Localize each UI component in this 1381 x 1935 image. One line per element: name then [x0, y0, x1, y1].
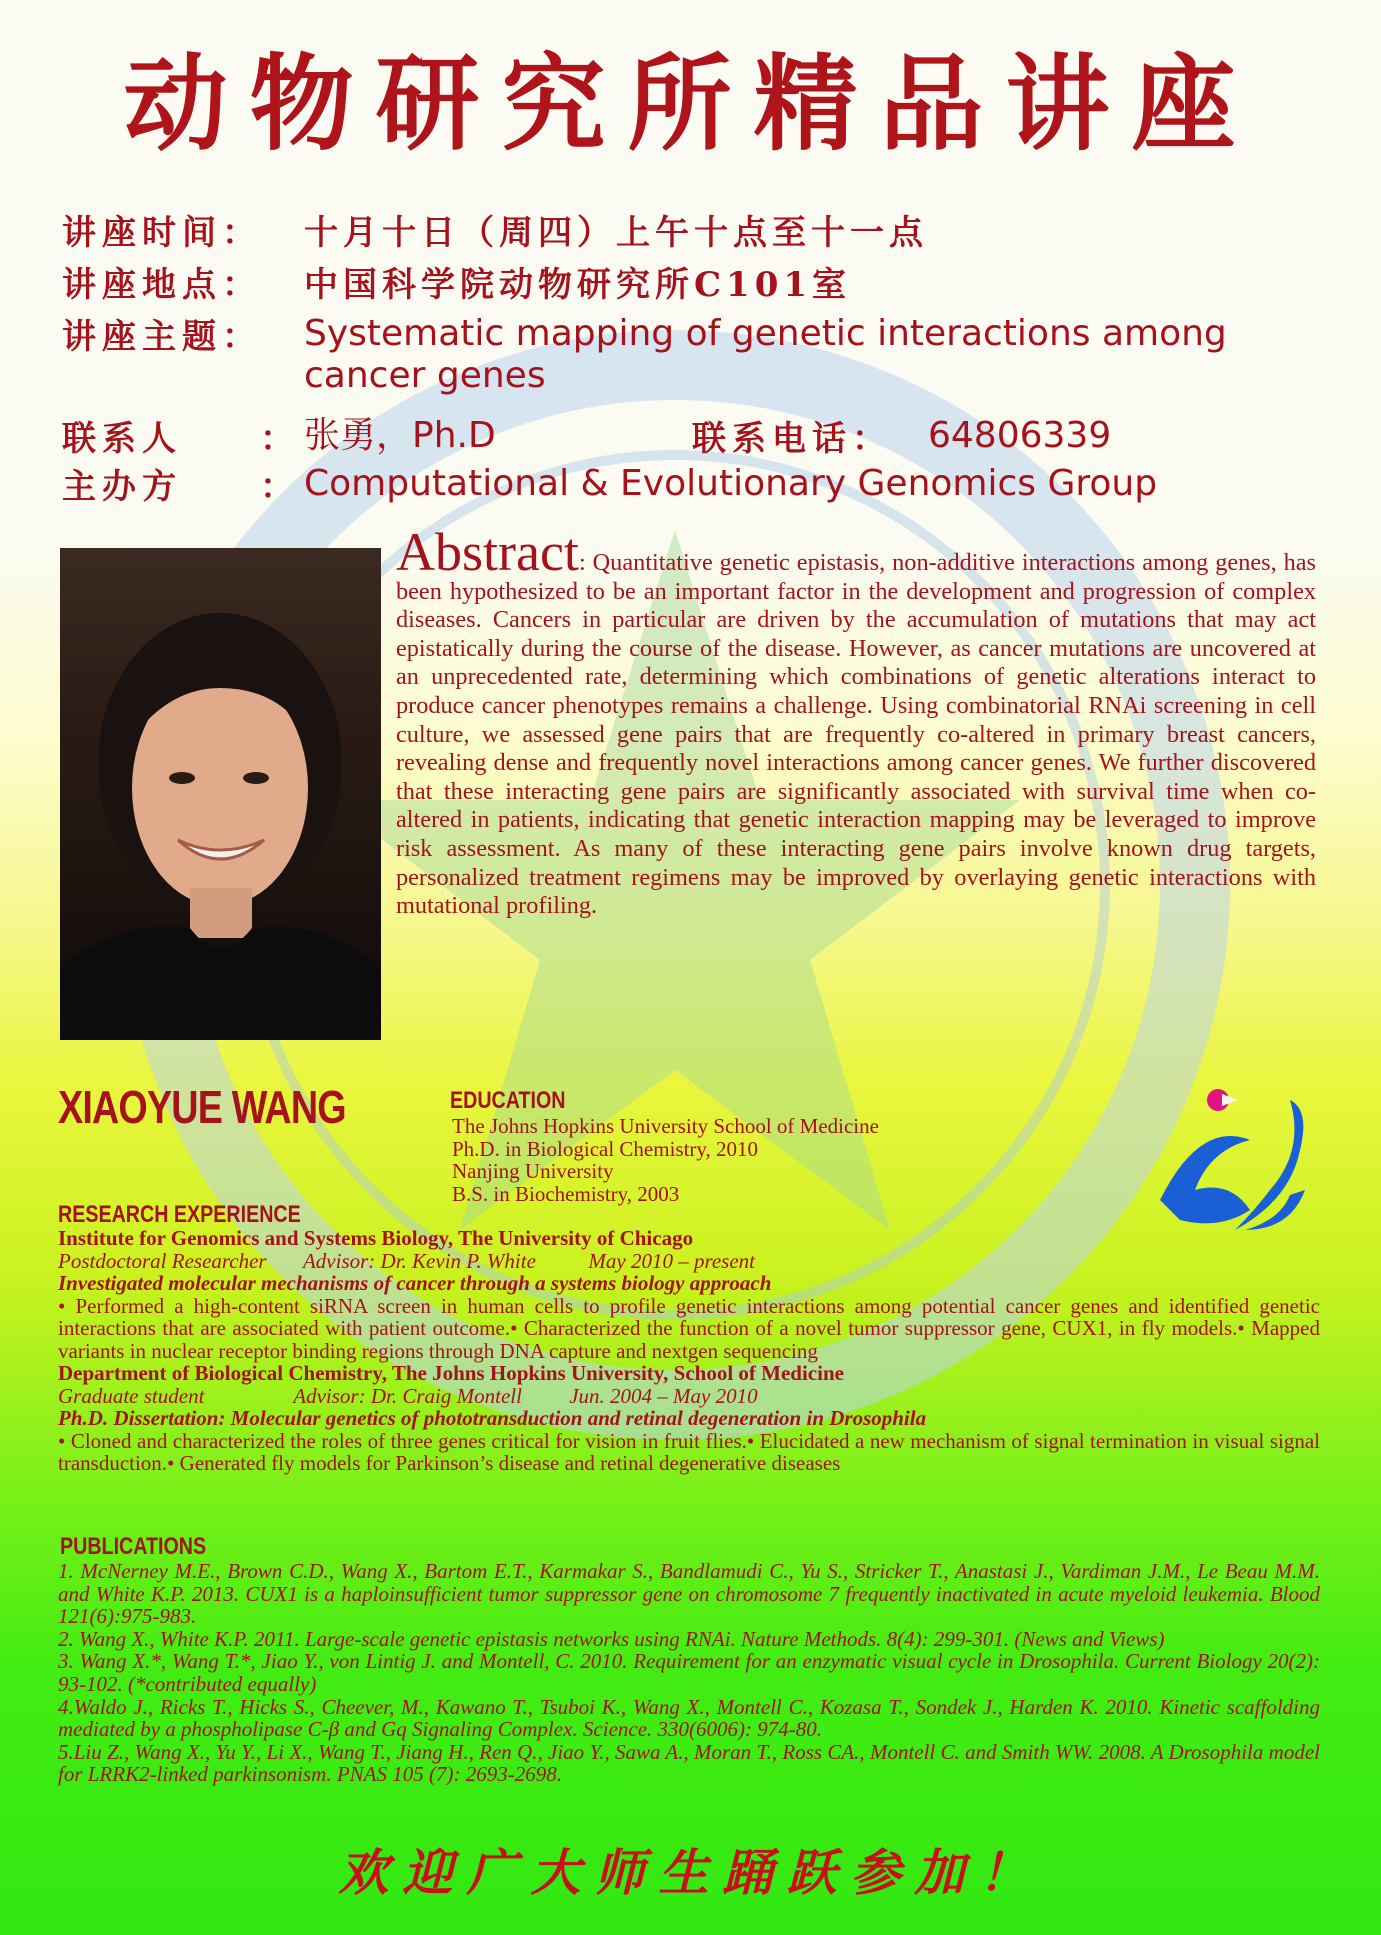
page-title: 动物研究所精品讲座: [123, 42, 1258, 165]
publications-list: [58, 1560, 1320, 1786]
research-project: Investigated molecular mechanisms of cancer through a systems biology approach: [58, 1271, 772, 1295]
research-institution: Institute for Genomics and Systems Biology, The University of Chicago: [58, 1226, 694, 1250]
host-label: 主办方: [62, 467, 182, 507]
education-item: Ph.D. in Biological Chemistry, 2010: [452, 1136, 759, 1161]
abstract-text: Quantitative genetic epistasis, non-additive interactions among genes, has been hypothesized to be an important factor in the development and progression of complex diseases. Cancers in particular are driven by the accumulation of mutations that may act epistatically during the course of the disease. However, as cancer mutations are uncovered at an unprecedented rate, determining which combinations of genetic alterations interact to produce cancer phenotypes remains a challenge. Using combinatorial RNAi screening in cell culture, we assessed gene pairs that are frequently co-altered in primary breast cancers, revealing dense and frequently novel interactions among cancer genes. We further discovered that these interacting gene pairs are significantly associated with survival time when co-altered in patients, indicating that genetic interaction mapping may be leveraged to improve risk assessment. As many of these interacting gene pairs involve known drug targets, personalized treatment regimens may be improved by overlaying genetic interactions with mutational profiling.: [396, 549, 1316, 920]
research-description: • Cloned and characterized the roles of three genes critical for vision in fruit flies.• Elucidated a new mechanism of signal termination in visual signal transduction.• Generated fly models for Parkinson’s disease and retinal degenerative diseases: [58, 1428, 1320, 1475]
publication-item: 1. McNerney M.E., Brown C.D., Wang X., Bartom E.T., Karmakar S., Bandlamudi C., Yu S., Stricker T., Anastasi J., Vardiman J.M., Le Beau M.M. and White K.P. 2013. CUX1 is a haploinsufficient tumor suppressor gene on chromosome 7 frequently inactivated in acute myeloid leukemia. Blood 121(6):975-983.: [58, 1559, 1320, 1629]
education-heading: EDUCATION: [450, 1087, 566, 1114]
topic-label: 讲座主题：: [62, 317, 262, 357]
host-value: Computational & Evolutionary Genomics Group: [304, 463, 1158, 504]
research-role: Graduate student Advisor: Dr. Craig Montell Jun. 2004 – May 2010: [58, 1383, 758, 1408]
abstract-block: [396, 522, 1316, 921]
welcome-footer: 欢迎广大师生踊跃参加！: [338, 1843, 1043, 1902]
research-project: Ph.D. Dissertation: Molecular genetics of phototransduction and retinal degeneration in Drosophila: [58, 1406, 927, 1430]
speaker-name: XIAOYUE WANG: [58, 1081, 346, 1133]
research-role: Postdoctoral Researcher Advisor: Dr. Kevin P. White May 2010 – present: [58, 1248, 755, 1273]
publication-item: 4.Waldo J., Ricks T., Hicks S., Cheever, M., Kawano T., Tsuboi K., Wang X., Montell C., Kozasa T., Sondek J., Harden K. 2010. Kinetic scaffolding mediated by a phospholipase C-β and Gq Signaling Complex. Science. 330(6006): 974-80.: [58, 1694, 1320, 1742]
place-value: 中国科学院动物研究所C101室: [304, 265, 852, 305]
research-description: • Performed a high-content siRNA screen in human cells to profile genetic interactions among potential cancer genes and identified genetic interactions that are associated with patient outcome.• Characterized the function of a novel tumor suppressor gene, CUX1, in fly models.• Mapped variants in nuclear receptor binding regions through DNA capture and nextgen sequencing: [58, 1293, 1320, 1363]
place-label: 讲座地点：: [62, 265, 262, 305]
contact-colon: ：: [260, 419, 294, 459]
research-institution: Department of Biological Chemistry, The Johns Hopkins University, School of Medicine: [58, 1361, 844, 1385]
education-item: The Johns Hopkins University School of Medicine: [452, 1114, 879, 1138]
topic-line2: cancer genes: [304, 355, 546, 396]
education-list: [452, 1115, 879, 1205]
contact-label: 联系人: [62, 419, 182, 459]
contact-value: 张勇，Ph.D: [304, 415, 496, 456]
phone-value: 64806339: [928, 415, 1112, 456]
host-colon: ：: [260, 467, 294, 507]
time-label: 讲座时间：: [62, 213, 262, 253]
abstract-separator: :: [578, 549, 593, 576]
education-item: Nanjing University: [452, 1159, 614, 1183]
time-value: 十月十日（周四）上午十点至十一点: [304, 213, 928, 253]
education-item: B.S. in Biochemistry, 2003: [452, 1181, 680, 1206]
publication-item: 5.Liu Z., Wang X., Yu Y., Li X., Wang T., Jiang H., Ren Q., Jiao Y., Sawa A., Moran T., Ross CA., Montell C. and Smith WW. 2008. A Drosophila model for LRRK2-linked parkinsonism. PNAS 105 (7): 2693-2698.: [58, 1739, 1320, 1787]
phone-label: 联系电话：: [692, 419, 892, 459]
publication-item: 2. Wang X., White K.P. 2011. Large-scale genetic epistasis networks using RNAi. Nature Methods. 8(4): 299-301. (News and Views): [58, 1626, 1165, 1651]
abstract-heading: Abstract: [396, 522, 579, 582]
publications-heading: PUBLICATIONS: [60, 1533, 207, 1560]
research-heading: RESEARCH EXPERIENCE: [58, 1201, 301, 1228]
topic-line1: Systematic mapping of genetic interactions among: [304, 313, 1227, 354]
speaker-portrait-photo: [60, 548, 381, 1040]
publication-item: 3. Wang X.*, Wang T.*, Jiao Y., von Lintig J. and Montell, C. 2010. Requirement for an enzymatic visual cycle in Drosophila. Current Biology 20(2): 93-102. (*contributed equally): [58, 1649, 1320, 1696]
research-experience: [58, 1227, 1320, 1475]
